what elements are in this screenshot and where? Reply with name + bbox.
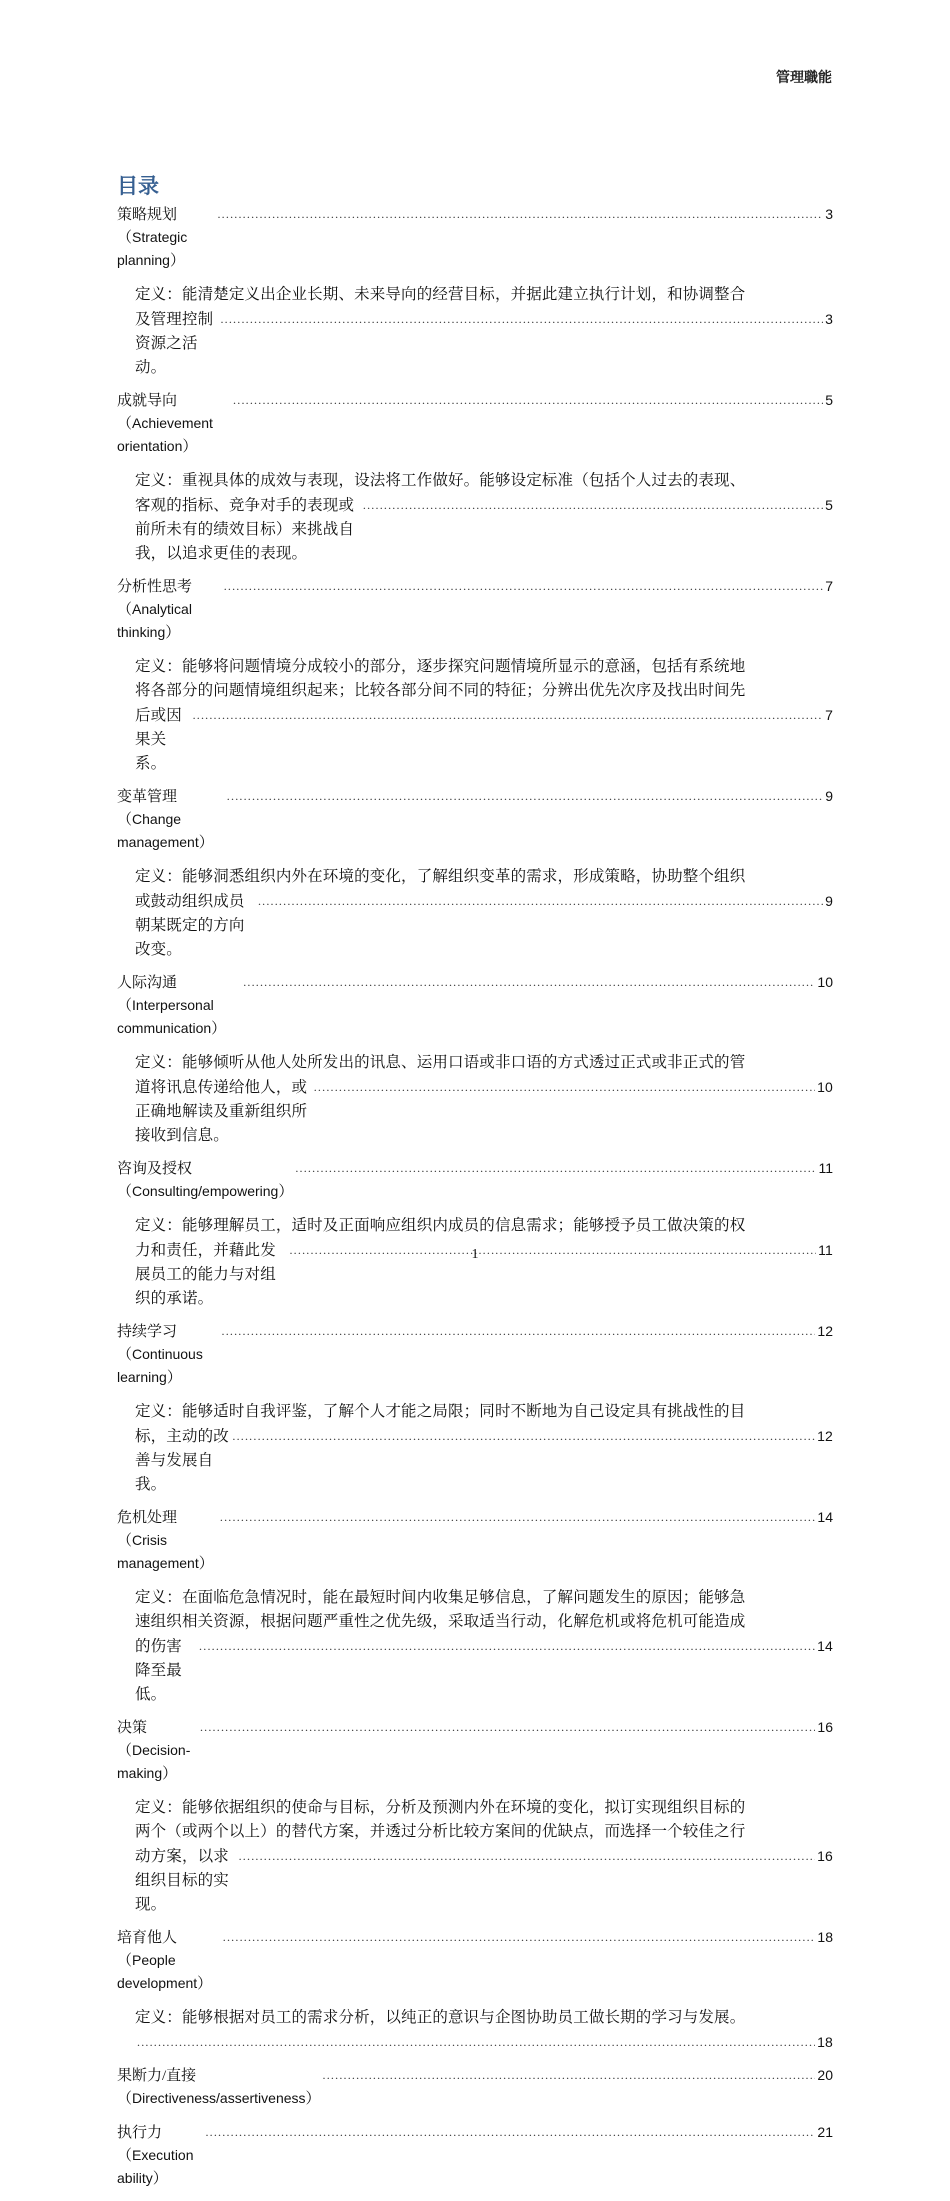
toc-title: 目录 xyxy=(117,175,159,198)
toc-entry-line: 定义：能够依据组织的使命与目标，分析及预测内外在环境的变化，拟订实现组织目标的 xyxy=(135,1799,746,1816)
toc-page-number: 7 xyxy=(825,707,833,723)
toc-entry-leader-line xyxy=(117,575,833,644)
toc-dot-leader xyxy=(233,389,823,411)
toc-entry-heading[interactable] xyxy=(117,1157,833,1203)
toc-entry-text: 后或因果关系。 xyxy=(135,707,182,772)
toc-dot-leader xyxy=(222,1320,816,1342)
toc-entry-leader-line xyxy=(135,1634,833,1707)
toc-dot-leader xyxy=(137,2030,815,2054)
toc-entry-definition[interactable] xyxy=(135,1796,833,1917)
toc-entry-leader-line xyxy=(117,389,833,458)
toc-entry-text: 或鼓动组织成员朝某既定的方向改变。 xyxy=(135,893,245,958)
toc-entry-leader-line xyxy=(135,703,833,776)
toc-dot-leader xyxy=(239,1844,816,1868)
toc-page-number: 10 xyxy=(817,974,833,990)
toc-entry-line: 定义：能够将问题情境分成较小的部分，逐步探究问题情境所显示的意涵，包括有系统地 xyxy=(135,658,746,675)
toc-entry-heading[interactable] xyxy=(117,1926,833,1995)
toc-dot-leader xyxy=(363,493,823,517)
toc-entry-text: 咨询及授权（Consulting/empowering） xyxy=(117,1161,294,1200)
toc-entry-leader-line xyxy=(135,1424,833,1497)
toc-entry-heading[interactable] xyxy=(117,1320,833,1389)
toc-entry-definition[interactable] xyxy=(135,1400,833,1497)
table-of-contents xyxy=(117,173,833,2201)
toc-page-number: 11 xyxy=(818,1160,833,1176)
toc-dot-leader xyxy=(223,1926,816,1948)
toc-entry-line: 定义：能够理解员工，适时及正面响应组织内成员的信息需求；能够授予员工做决策的权 xyxy=(135,1217,746,1234)
toc-entry-text: 力和责任，并藉此发展员工的能力与对组织的承诺。 xyxy=(135,1242,276,1307)
toc-page-number: 10 xyxy=(817,1079,833,1095)
toc-entry-leader-line xyxy=(117,2121,833,2190)
toc-page-number: 5 xyxy=(825,497,833,513)
toc-entry-text: 变革管理（Change management） xyxy=(117,789,214,851)
toc-entry-heading[interactable] xyxy=(117,971,833,1040)
toc-entry-leader-line xyxy=(135,2030,833,2055)
toc-page-number: 3 xyxy=(825,311,833,327)
toc-entry-text: 分析性思考（Analytical thinking） xyxy=(117,579,196,641)
toc-entry-text: 培育他人（People development） xyxy=(117,1930,213,1992)
toc-dot-leader xyxy=(323,2064,816,2086)
toc-entry-leader-line xyxy=(135,493,833,566)
toc-entry-text: 的伤害降至最低。 xyxy=(135,1638,182,1703)
toc-entry-line: 两个（或两个以上）的替代方案，并透过分析比较方案间的优缺点，而选择一个较佳之行 xyxy=(135,1823,746,1840)
toc-page-number: 14 xyxy=(817,1638,833,1654)
toc-page-number: 7 xyxy=(825,578,833,594)
toc-entry-heading[interactable] xyxy=(117,203,833,272)
toc-dot-leader xyxy=(227,785,823,807)
toc-entry-heading[interactable] xyxy=(117,389,833,458)
toc-entry-leader-line xyxy=(135,307,833,380)
toc-dot-leader xyxy=(314,1075,815,1099)
toc-entry-heading[interactable] xyxy=(117,2064,833,2110)
toc-entry-line: 定义：能够洞悉组织内外在环境的变化，了解组织变革的需求，形成策略，协助整个组织 xyxy=(135,868,746,885)
toc-page-number: 14 xyxy=(817,1509,833,1525)
toc-page-number: 12 xyxy=(817,1428,833,1444)
toc-entry-leader-line xyxy=(117,1157,833,1203)
toc-entry-text: 道将讯息传递给他人，或正确地解读及重新组织所接收到信息。 xyxy=(135,1079,308,1144)
toc-entry-text: 持续学习（Continuous learning） xyxy=(117,1324,207,1386)
toc-entry-leader-line xyxy=(117,1716,833,1785)
toc-entry-text: 客观的指标、竞争对手的表现或前所未有的绩效目标）来挑战自我，以追求更佳的表现。 xyxy=(135,497,355,562)
toc-dot-leader xyxy=(220,1506,816,1528)
toc-entry-line: 定义：能清楚定义出企业长期、未来导向的经营目标，并据此建立执行计划，和协调整合 xyxy=(135,286,746,303)
running-header: 管理職能 xyxy=(776,69,832,85)
toc-entry-line: 定义：重视具体的成效与表现，设法将工作做好。能够设定标准（包括个人过去的表现、 xyxy=(135,472,746,489)
toc-entry-heading[interactable] xyxy=(117,785,833,854)
toc-dot-leader xyxy=(193,703,824,727)
toc-entry-text: 成就导向（Achievement orientation） xyxy=(117,393,217,455)
toc-entry-heading[interactable] xyxy=(117,1716,833,1785)
toc-page-number: 5 xyxy=(825,392,833,408)
toc-entry-text: 决策（Decision-making） xyxy=(117,1720,191,1782)
toc-entry-line: 定义：在面临危急情况时，能在最短时间内收集足够信息，了解问题发生的原因；能够急 xyxy=(135,1589,746,1606)
toc-entry-text: 果断力/直接（Directiveness/assertiveness） xyxy=(117,2068,321,2107)
toc-dot-leader xyxy=(200,1716,815,1738)
toc-entry-leader-line xyxy=(117,785,833,854)
toc-dot-leader xyxy=(295,1157,816,1179)
toc-page-number: 11 xyxy=(818,1242,833,1258)
toc-entry-text: 动方案，以求组织目标的实现。 xyxy=(135,1848,229,1913)
toc-entry-heading[interactable] xyxy=(117,2121,833,2190)
toc-entry-leader-line xyxy=(117,1320,833,1389)
toc-dot-leader xyxy=(258,889,823,913)
toc-entry-line: 将各部分的问题情境组织起来；比较各部分间不同的特征；分辨出优先次序及找出时间先 xyxy=(135,682,746,699)
toc-dot-leader xyxy=(199,1634,815,1658)
toc-entry-definition[interactable] xyxy=(135,865,833,962)
toc-entry-text: 危机处理（Crisis management） xyxy=(117,1510,214,1572)
toc-page-number: 9 xyxy=(825,788,833,804)
toc-entry-leader-line xyxy=(117,1506,833,1575)
toc-entry-definition[interactable] xyxy=(135,1051,833,1148)
toc-dot-leader xyxy=(224,575,824,597)
toc-entry-leader-line xyxy=(135,1844,833,1917)
page-number: 1 xyxy=(471,1247,479,1262)
toc-entry-heading[interactable] xyxy=(117,575,833,644)
toc-entry-text: 及管理控制资源之活动。 xyxy=(135,311,214,376)
toc-entry-text: 策略规划（Strategic planning） xyxy=(117,207,192,269)
toc-list xyxy=(117,203,833,2190)
toc-page-number: 18 xyxy=(817,2034,833,2050)
toc-entry-text: 执行力（Execution ability） xyxy=(117,2125,198,2187)
toc-page-number: 16 xyxy=(817,1848,833,1864)
toc-page-number: 3 xyxy=(825,206,833,222)
toc-dot-leader xyxy=(232,1424,815,1448)
toc-page-number: 16 xyxy=(817,1719,833,1735)
toc-dot-leader xyxy=(243,971,815,993)
toc-entry-heading[interactable] xyxy=(117,1506,833,1575)
toc-entry-leader-line xyxy=(117,203,833,272)
toc-entry-line: 定义：能够倾听从他人处所发出的讯息、运用口语或非口语的方式透过正式或非正式的管 xyxy=(135,1054,746,1071)
toc-page-number: 21 xyxy=(817,2124,833,2140)
toc-entry-line: 定义：能够适时自我评鉴，了解个人才能之局限；同时不断地为自己设定具有挑战性的目 xyxy=(135,1403,746,1420)
toc-dot-leader xyxy=(205,2121,815,2143)
toc-entry-line: 速组织相关资源，根据问题严重性之优先级，采取适当行动，化解危机或将危机可能造成 xyxy=(135,1613,746,1630)
toc-entry-definition[interactable] xyxy=(135,2006,833,2055)
toc-page-number: 20 xyxy=(817,2067,833,2083)
toc-entry-text: 人际沟通（Interpersonal communication） xyxy=(117,975,227,1037)
toc-entry-definition[interactable] xyxy=(135,469,833,566)
toc-entry-leader-line xyxy=(117,971,833,1040)
toc-page-number: 18 xyxy=(817,1929,833,1945)
toc-entry-definition[interactable] xyxy=(135,1586,833,1707)
toc-entry-leader-line xyxy=(135,889,833,962)
toc-entry-leader-line xyxy=(117,1926,833,1995)
toc-page-number: 9 xyxy=(825,893,833,909)
toc-dot-leader xyxy=(220,307,823,331)
toc-page-number: 12 xyxy=(817,1323,833,1339)
toc-entry-line: 定义：能够根据对员工的需求分析，以纯正的意识与企图协助员工做长期的学习与发展。 xyxy=(135,2009,746,2026)
toc-entry-text: 标，主动的改善与发展自我。 xyxy=(135,1428,229,1493)
toc-entry-definition[interactable] xyxy=(135,283,833,380)
toc-entry-leader-line xyxy=(117,2064,833,2110)
toc-entry-leader-line xyxy=(135,1075,833,1148)
toc-dot-leader xyxy=(217,203,823,225)
toc-entry-definition[interactable] xyxy=(135,655,833,776)
